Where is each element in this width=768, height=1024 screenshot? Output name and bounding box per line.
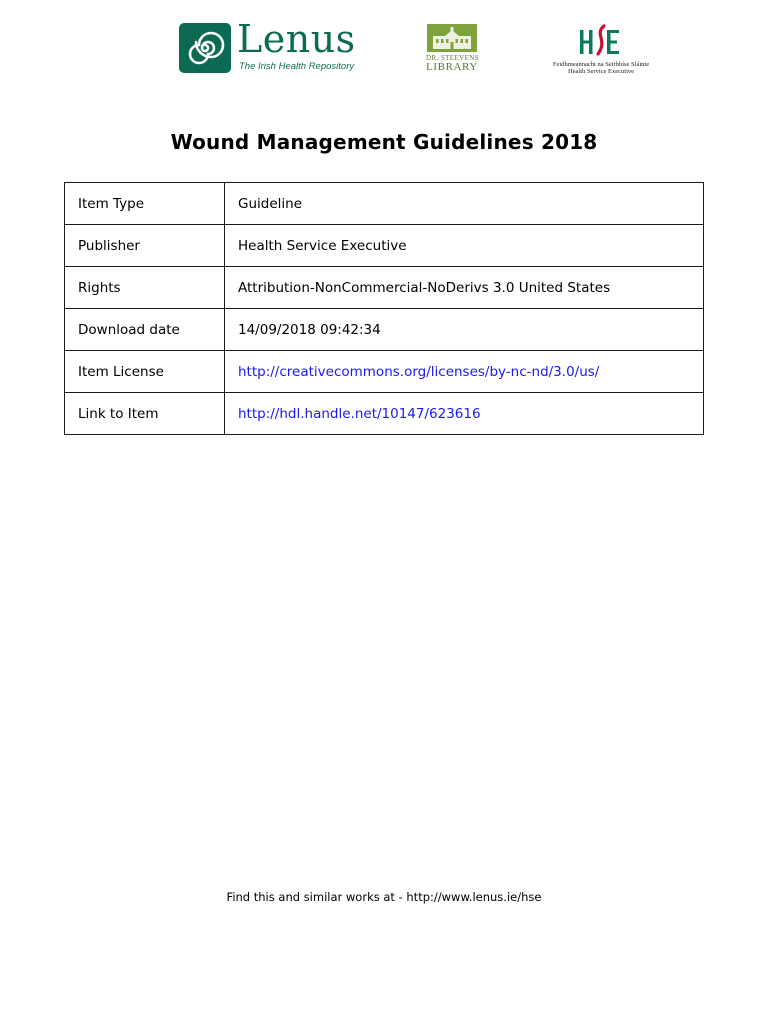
- metadata-row-link-to-item: [65, 393, 704, 435]
- lenus-wordmark: Lenus: [237, 17, 356, 61]
- logo-header: [0, 18, 768, 82]
- metadata-value: Guideline: [225, 183, 704, 225]
- hse-irish-name: Feidhmeannacht na Seirbhíse Sláinte: [552, 61, 650, 68]
- metadata-row-item-license: [65, 351, 704, 393]
- stevens-library-line: LIBRARY: [426, 61, 478, 73]
- metadata-label: Link to Item: [65, 393, 225, 435]
- metadata-table: [64, 182, 704, 435]
- metadata-label: Item Type: [65, 183, 225, 225]
- metadata-value-cell: [225, 351, 704, 393]
- lenus-spiral-icon: [179, 23, 231, 73]
- hse-english-name: Health Service Executive: [567, 68, 635, 75]
- lenus-tagline: The Irish Health Repository: [239, 61, 355, 72]
- hse-mark-icon: [578, 22, 622, 58]
- metadata-row-publisher: [65, 225, 704, 267]
- metadata-value: Attribution-NonCommercial-NoDerivs 3.0 United States: [225, 267, 704, 309]
- metadata-label: Publisher: [65, 225, 225, 267]
- metadata-value: Health Service Executive: [225, 225, 704, 267]
- page-title: Wound Management Guidelines 2018: [170, 130, 598, 154]
- license-link[interactable]: http://creativecommons.org/licenses/by-nc-nd/3.0/us/: [238, 363, 600, 380]
- metadata-label: Download date: [65, 309, 225, 351]
- metadata-value-cell: [225, 393, 704, 435]
- building-icon: [427, 24, 477, 52]
- stevens-name-line: DR. STEEVENS: [426, 54, 480, 62]
- footer-note: Find this and similar works at - http://www.lenus.ie/hse: [226, 890, 542, 904]
- metadata-label: Rights: [65, 267, 225, 309]
- hse-logo: [552, 22, 650, 80]
- metadata-value: 14/09/2018 09:42:34: [225, 309, 704, 351]
- dr-steevens-library-logo: [426, 24, 478, 76]
- metadata-row-rights: [65, 267, 704, 309]
- lenus-logo: [179, 17, 361, 75]
- metadata-label: Item License: [65, 351, 225, 393]
- metadata-row-item-type: [65, 183, 704, 225]
- metadata-row-download-date: [65, 309, 704, 351]
- item-handle-link[interactable]: http://hdl.handle.net/10147/623616: [238, 405, 481, 422]
